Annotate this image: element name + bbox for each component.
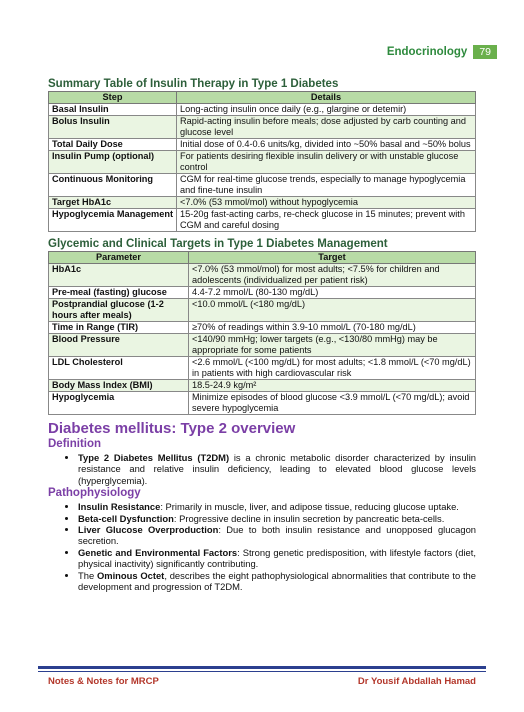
- table-cell-key: Hypoglycemia: [49, 392, 189, 415]
- footer-rule-thick: [38, 666, 486, 669]
- table-cell-value: CGM for real-time glucose trends, especially to manage hypoglycemia and fine-tune insulin: [177, 174, 476, 197]
- table2-title: Glycemic and Clinical Targets in Type 1 Diabetes Management: [48, 238, 388, 250]
- table-cell-value: 15-20g fast-acting carbs, re-check glucose in 15 minutes; prevent with CGM and careful dosing: [177, 209, 476, 232]
- table-cell-value: 4.4-7.2 mmol/L (80-130 mg/dL): [189, 287, 476, 299]
- table-cell-value: Minimize episodes of blood glucose <3.9 mmol/L (<70 mg/dL); avoid severe hypoglycemia: [189, 392, 476, 415]
- item-prefix: The: [78, 569, 97, 581]
- table-cell-key: Time in Range (TIR): [49, 322, 189, 334]
- table-cell-value: <140/90 mmHg; lower targets (e.g., <130/80 mmHg) may be appropriate for some patients: [189, 334, 476, 357]
- list-item: [78, 452, 476, 486]
- chapter-title: Endocrinology: [386, 46, 468, 58]
- item-term: Type 2 Diabetes Mellitus (T2DM): [78, 452, 230, 463]
- table1-title: Summary Table of Insulin Therapy in Type 1 Diabetes: [48, 78, 339, 90]
- table-cell-value: Initial dose of 0.4-0.6 units/kg, divided into ~50% basal and ~50% bolus: [177, 139, 476, 151]
- table-cell-value: <7.0% (53 mmol/mol) without hypoglycemia: [177, 197, 476, 209]
- table-row: [49, 174, 476, 197]
- item-text: : Primarily in muscle, liver, and adipose tissue, reducing glucose uptake.: [160, 501, 459, 513]
- item-term: Genetic and Environmental Factors: [78, 546, 238, 558]
- table-cell-key: Target HbA1c: [49, 197, 177, 209]
- table-cell-value: <2.6 mmol/L (<100 mg/dL) for most adults; <1.8 mmol/L (<70 mg/dL) in patients with high cardiovascular risk: [189, 357, 476, 380]
- definition-heading: Definition: [48, 438, 102, 450]
- list-item: [78, 501, 476, 512]
- table-cell-key: Basal Insulin: [49, 104, 177, 116]
- table-row: [49, 197, 476, 209]
- item-text: : Progressive decline in insulin secretion by pancreatic beta-cells.: [173, 512, 445, 524]
- table-cell-key: Total Daily Dose: [49, 139, 177, 151]
- table-cell-value: <10.0 mmol/L (<180 mg/dL): [189, 299, 476, 322]
- table-row: [49, 139, 476, 151]
- table-cell-key: LDL Cholesterol: [49, 357, 189, 380]
- table-row: [49, 209, 476, 232]
- list-item: [78, 570, 476, 593]
- item-term: Insulin Resistance: [78, 501, 161, 513]
- table-cell-value: 18.5-24.9 kg/m²: [189, 380, 476, 392]
- table-header-row: [49, 252, 476, 264]
- pathophysiology-list: [48, 501, 476, 592]
- glycemic-targets-table: [48, 251, 476, 415]
- column-header: Details: [177, 92, 476, 104]
- item-text: is a chronic metabolic disorder characterized by insulin resistance and relative insulin deficiency, leading to elevated blood glucose levels (hyperglycemia).: [78, 452, 476, 486]
- table-cell-key: Blood Pressure: [49, 334, 189, 357]
- table-row: [49, 116, 476, 139]
- footer-rule-thin: [38, 671, 486, 672]
- table-row: [49, 392, 476, 415]
- table-cell-value: ≥70% of readings within 3.9-10 mmol/L (70-180 mg/dL): [189, 322, 476, 334]
- table-row: [49, 104, 476, 116]
- table-cell-key: Pre-meal (fasting) glucose: [49, 287, 189, 299]
- table-header-row: [49, 92, 476, 104]
- list-item: [78, 513, 476, 524]
- table-cell-key: HbA1c: [49, 264, 189, 287]
- table-row: [49, 380, 476, 392]
- page-number-badge: 79: [473, 45, 497, 59]
- table-cell-value: Rapid-acting insulin before meals; dose adjusted by carb counting and glucose level: [177, 116, 476, 139]
- table-row: [49, 357, 476, 380]
- table-row: [49, 264, 476, 287]
- footer-left-text: Notes & Notes for MRCP: [48, 676, 159, 687]
- list-item: [78, 547, 476, 570]
- item-term: Ominous Octet: [96, 569, 165, 581]
- table-cell-value: <7.0% (53 mmol/mol) for most adults; <7.5% for children and adolescents (individualized per patient risk): [189, 264, 476, 287]
- column-header: Parameter: [49, 252, 189, 264]
- page-header: [387, 45, 497, 59]
- definition-list: [48, 452, 476, 486]
- item-term: Liver Glucose Overproduction: [78, 524, 219, 536]
- column-header: Target: [189, 252, 476, 264]
- table-row: [49, 299, 476, 322]
- item-text: , describes the eight pathophysiological abnormalities that contribute to the development and progression of T2DM.: [78, 569, 476, 593]
- footer-right-text: Dr Yousif Abdallah Hamad: [357, 676, 476, 687]
- item-term: Beta-cell Dysfunction: [78, 512, 174, 524]
- item-text: : Due to both insulin resistance and unopposed glucagon secretion.: [78, 524, 476, 547]
- table-cell-value: For patients desiring flexible insulin delivery or with unstable glucose control: [177, 151, 476, 174]
- table-row: [49, 334, 476, 357]
- item-text: : Strong genetic predisposition, with lifestyle factors (diet, physical inactivity) significantly contributing.: [78, 546, 476, 570]
- page-content: [48, 78, 476, 592]
- table-cell-value: Long-acting insulin once daily (e.g., glargine or detemir): [177, 104, 476, 116]
- table-cell-key: Body Mass Index (BMI): [49, 380, 189, 392]
- table-cell-key: Bolus Insulin: [49, 116, 177, 139]
- column-header: Step: [49, 92, 177, 104]
- table-row: [49, 322, 476, 334]
- section-title: Diabetes mellitus: Type 2 overview: [48, 420, 296, 437]
- table-cell-key: Continuous Monitoring: [49, 174, 177, 197]
- table-cell-key: Hypoglycemia Management: [49, 209, 177, 232]
- insulin-therapy-table: [48, 91, 476, 232]
- pathophysiology-heading: Pathophysiology: [48, 487, 141, 500]
- list-item: [78, 524, 476, 547]
- table-cell-key: Postprandial glucose (1-2 hours after meals): [49, 299, 189, 322]
- table-row: [49, 287, 476, 299]
- table-cell-key: Insulin Pump (optional): [49, 151, 177, 174]
- table-row: [49, 151, 476, 174]
